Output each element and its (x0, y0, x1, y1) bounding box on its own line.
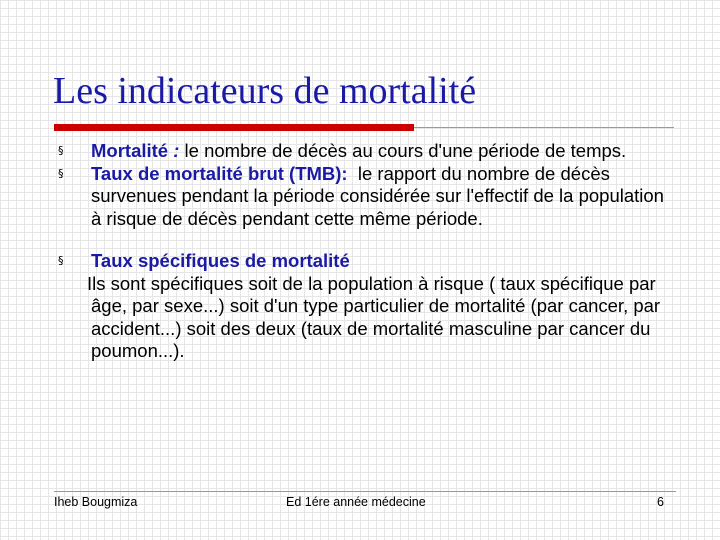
bullet-square-icon: § (58, 144, 64, 157)
bullet-text: le nombre de décès au cours d'une période de temps. (179, 140, 627, 161)
bullet-item (58, 250, 678, 273)
footer-page-number: 6 (657, 495, 664, 509)
footer-divider-line (54, 491, 676, 492)
body-paragraph: Ils sont spécifiques soit de la population à risque ( taux spécifique par âge, par sexe...) soit d'un type particulier de mortalité (par cancer, par accident...) soit des deux (taux de mortalité masculine par cancer du poumon...). (87, 272, 661, 361)
title-divider-line (414, 127, 674, 128)
slide-title: Les indicateurs de mortalité (53, 70, 477, 112)
bullet-term: Mortalité (91, 140, 169, 161)
bullet-item (58, 140, 678, 163)
bullet-term: Taux de mortalité brut (TMB): (91, 162, 348, 184)
footer-author: Iheb Bougmiza (54, 495, 138, 509)
bullet-square-icon: § (58, 254, 64, 267)
bullet-text: le rapport du nombre de décès survenues pendant la période considérée sur l'effectif de la population à risque de décès pendant cette même période. (91, 162, 670, 229)
title-accent-rule (54, 124, 414, 131)
slide-body (58, 140, 678, 363)
footer-course: Ed 1ére année médecine (286, 495, 426, 509)
bullet-item (58, 163, 678, 231)
bullet-term: Taux spécifiques de mortalité (91, 250, 350, 271)
bullet-square-icon: § (58, 166, 64, 180)
bullet-separator: : (168, 140, 180, 161)
